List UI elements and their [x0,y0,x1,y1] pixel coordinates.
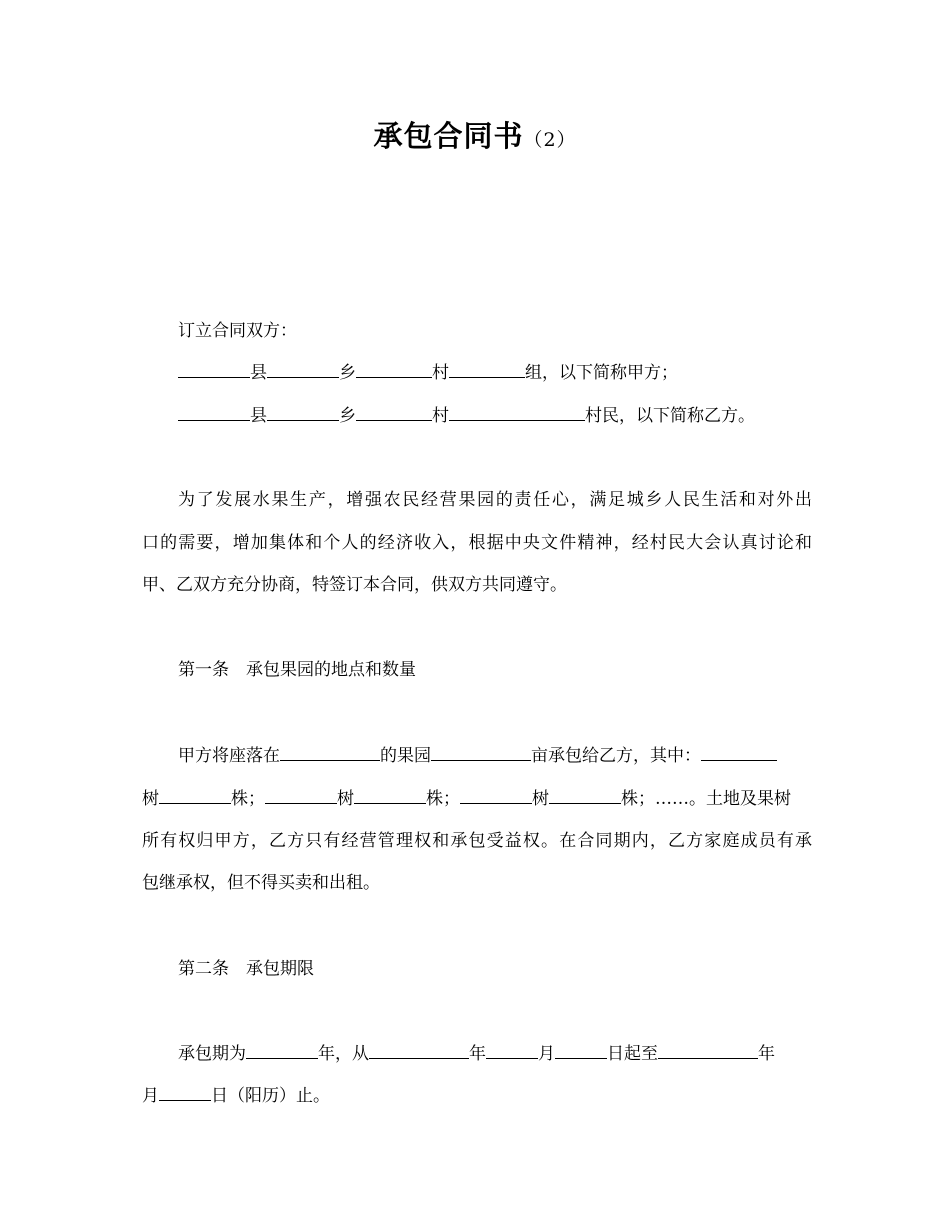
party-a-group: 组，以下简称甲方； [525,363,678,383]
blank-field [549,787,621,804]
plant-label: 株； [426,789,460,809]
day-end-label: 日（阳历）止。 [211,1086,330,1106]
blank-field [449,404,585,421]
blank-field [460,787,532,804]
blank-field [555,1042,607,1059]
party-a-village: 村 [432,363,449,383]
plant-label: 株； [231,789,265,809]
year-label: 年 [758,1044,775,1064]
year-label: 年 [469,1044,486,1064]
blank-field [178,404,250,421]
blank-field [246,1042,318,1059]
article-1-line-2 [142,787,812,811]
blank-field [701,744,777,761]
party-b-villager: 村民，以下简称乙方。 [585,406,755,426]
blank-field [159,787,231,804]
article-1-line-4: 包继承权，但不得买卖和出租。 [142,873,380,893]
blank-field [449,361,525,378]
party-a-county: 县 [250,363,267,383]
parties-label: 订立合同双方： [178,321,297,341]
article-1-orchard-label: 的果园 [380,746,431,766]
preamble-line-2: 口的需要，增加集体和个人的经济收入，根据中央文件精神，经村民大会认真讨论和 [142,533,812,553]
article-1-location-label: 甲方将座落在 [178,746,280,766]
party-b-line [178,404,812,428]
preamble-line-1: 为了发展水果生产，增强农民经营果园的责任心，满足城乡人民生活和对外出 [178,490,812,510]
month-label: 月 [538,1044,555,1064]
blank-field [431,744,531,761]
blank-field [354,787,426,804]
blank-field [280,744,380,761]
document-title [0,114,950,155]
blank-field [159,1084,211,1101]
title-suffix: （2） [523,129,577,151]
title-text: 承包合同书 [373,119,524,153]
blank-field [356,361,432,378]
blank-field [356,404,432,421]
article-1-area-label: 亩承包给乙方，其中： [531,746,701,766]
party-b-township: 乡 [339,406,356,426]
party-a-township: 乡 [339,363,356,383]
blank-field [267,361,339,378]
day-until-label: 日起至 [607,1044,658,1064]
blank-field [178,361,250,378]
article-1-line-3: 所有权归甲方，乙方只有经营管理权和承包受益权。在合同期内，乙方家庭成员有承 [142,831,812,851]
article-2-line-2 [142,1084,812,1108]
term-label: 承包期为 [178,1044,246,1064]
blank-field [369,1042,469,1059]
blank-field [265,787,337,804]
from-label: 年，从 [318,1044,369,1064]
plant-label-end: 株；……。土地及果树 [621,789,791,809]
blank-field [658,1042,758,1059]
article-2-line-1 [178,1042,812,1066]
party-b-village: 村 [432,406,449,426]
blank-field [486,1042,538,1059]
party-a-line [178,361,812,385]
tree-label: 树 [142,789,159,809]
article-1-line-1 [178,744,812,768]
party-b-county: 县 [250,406,267,426]
article-2-heading: 第二条 承包期限 [178,959,314,979]
tree-label: 树 [532,789,549,809]
tree-label: 树 [337,789,354,809]
article-1-heading: 第一条 承包果园的地点和数量 [178,660,416,680]
blank-field [267,404,339,421]
month-label: 月 [142,1086,159,1106]
preamble-line-3: 甲、乙双方充分协商，特签订本合同，供双方共同遵守。 [142,575,567,595]
